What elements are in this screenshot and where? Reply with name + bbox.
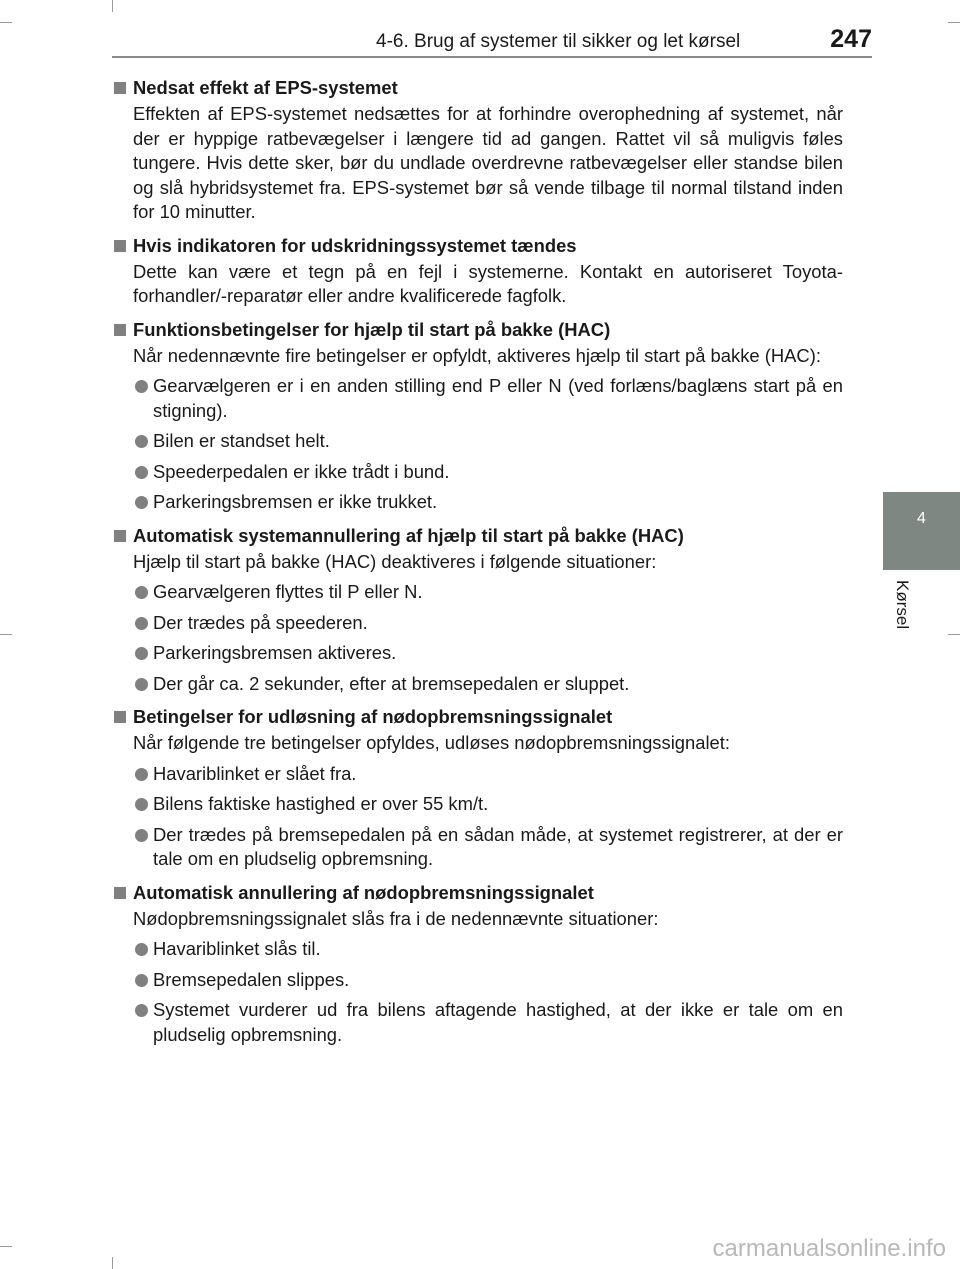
- watermark: carmanualsonline.info: [712, 1235, 946, 1262]
- round-bullet-icon: [135, 829, 148, 842]
- page-number: 247: [830, 25, 872, 53]
- section: [113, 76, 843, 225]
- section-title: 4-6. Brug af systemer til sikker og let kørsel: [376, 31, 741, 52]
- section-heading-text: Automatisk annullering af nødopbremsningssignalet: [133, 881, 594, 903]
- round-bullet-icon: [135, 678, 148, 691]
- round-bullet-icon: [135, 617, 148, 630]
- section-heading: [113, 234, 843, 258]
- section-paragraph: Dette kan være et tegn på en fejl i systemerne. Kontakt en autoriseret Toyota-forhandler/-reparatør eller andre kvalificerede fagfolk.: [133, 260, 843, 306]
- list-item: [113, 429, 843, 454]
- section-paragraph: Effekten af EPS-systemet nedsættes for at forhindre overophedning af systemet, når der er hyppige ratbevægelser i længere tid ad gangen. Rattet vil så muligvis føles tungere. Hvis dette sker, bør du undlade overdrevne ratbevægelser eller standse bilen og slå hybridsystemet fra. EPS-systemet bør så vende tilbage til normal tilstand inden for 10 minutter.: [133, 103, 843, 222]
- section-heading-text: Automatisk systemannullering af hjælp til start på bakke (HAC): [133, 524, 684, 546]
- round-bullet-icon: [135, 586, 148, 599]
- section-paragraph: Når nedennævnte fire betingelser er opfyldt, aktiveres hjælp til start på bakke (HAC):: [133, 344, 821, 366]
- crop-mark: [948, 634, 960, 635]
- section-heading: [113, 524, 843, 548]
- list-item-text: Gearvælgeren flyttes til P eller N.: [153, 581, 423, 602]
- round-bullet-icon: [135, 974, 148, 987]
- chapter-label: Kørsel: [893, 580, 912, 630]
- chapter-number: 4: [917, 510, 926, 527]
- section-heading-text: Nedsat effekt af EPS-systemet: [133, 77, 398, 98]
- section: [113, 524, 843, 697]
- square-bullet-icon: [114, 530, 126, 542]
- list-item-text: Der trædes på bremsepedalen på en sådan måde, at systemet registrerer, at der er tale om en pludselig opbremsning.: [153, 823, 843, 869]
- crop-mark: [0, 634, 12, 635]
- crop-mark: [112, 0, 113, 12]
- round-bullet-icon: [135, 647, 148, 660]
- list-item-text: Gearvælgeren er i en anden stilling end P eller N (ved forlæns/baglæns start på en stigning).: [153, 375, 843, 421]
- round-bullet-icon: [135, 380, 148, 393]
- list-item-text: Parkeringsbremsen er ikke trukket.: [153, 491, 438, 512]
- section: [113, 705, 843, 872]
- section-paragraph: Nødopbremsningssignalet slås fra i de nedennævnte situationer:: [133, 907, 659, 929]
- list-item-text: Parkeringsbremsen aktiveres.: [153, 642, 397, 663]
- list-item: [113, 792, 843, 817]
- section-heading-text: Funktionsbetingelser for hjælp til start på bakke (HAC): [133, 318, 611, 340]
- list-item: [113, 374, 843, 423]
- square-bullet-icon: [114, 324, 126, 336]
- list-item-text: Havariblinket er slået fra.: [153, 762, 357, 784]
- round-bullet-icon: [135, 435, 148, 448]
- section-heading: [113, 76, 843, 100]
- round-bullet-icon: [135, 1004, 148, 1017]
- chapter-tab: [883, 492, 960, 570]
- page-header: [112, 22, 872, 58]
- list-item: [113, 937, 843, 962]
- list-item: [113, 672, 843, 697]
- list-item-text: Havariblinket slås til.: [153, 938, 321, 959]
- crop-mark: [0, 22, 12, 23]
- section-heading-text: Betingelser for udløsning af nødopbremsningssignalet: [133, 706, 613, 727]
- section-paragraph: Når følgende tre betingelser opfyldes, udløses nødopbremsningssignalet:: [133, 732, 730, 753]
- list-item-text: Speederpedalen er ikke trådt i bund.: [153, 460, 450, 482]
- round-bullet-icon: [135, 943, 148, 956]
- list-item-text: Der trædes på speederen.: [153, 611, 368, 633]
- square-bullet-icon: [114, 240, 126, 252]
- square-bullet-icon: [114, 887, 126, 899]
- list-item: [113, 823, 843, 872]
- list-item: [113, 490, 843, 515]
- section: [113, 881, 843, 1048]
- page-content: [113, 76, 843, 1056]
- round-bullet-icon: [135, 798, 148, 811]
- list-item-text: Systemet vurderer ud fra bilens aftagende hastighed, at der ikke er tale om en pludselig opbremsning.: [153, 999, 843, 1045]
- section-heading: [113, 318, 843, 342]
- list-item: [113, 762, 843, 787]
- section-heading: [113, 881, 843, 905]
- round-bullet-icon: [135, 466, 148, 479]
- round-bullet-icon: [135, 768, 148, 781]
- list-item: [113, 611, 843, 636]
- crop-mark: [948, 22, 960, 23]
- list-item-text: Bremsepedalen slippes.: [153, 968, 350, 990]
- list-item: [113, 460, 843, 485]
- list-item-text: Der går ca. 2 sekunder, efter at bremsepedalen er sluppet.: [153, 672, 630, 694]
- square-bullet-icon: [114, 711, 126, 723]
- round-bullet-icon: [135, 496, 148, 509]
- list-item: [113, 968, 843, 993]
- section: [113, 234, 843, 309]
- crop-mark: [0, 1246, 12, 1247]
- list-item-text: Bilens faktiske hastighed er over 55 km/t.: [153, 793, 489, 814]
- square-bullet-icon: [114, 82, 126, 94]
- list-item: [113, 998, 843, 1047]
- section-heading: [113, 705, 843, 729]
- list-item: [113, 641, 843, 666]
- list-item: [113, 580, 843, 605]
- section: [113, 318, 843, 515]
- section-heading-text: Hvis indikatoren for udskridningssystemet tændes: [133, 234, 577, 256]
- crop-mark: [112, 1257, 113, 1269]
- list-item-text: Bilen er standset helt.: [153, 430, 330, 451]
- section-paragraph: Hjælp til start på bakke (HAC) deaktiveres i følgende situationer:: [133, 550, 657, 572]
